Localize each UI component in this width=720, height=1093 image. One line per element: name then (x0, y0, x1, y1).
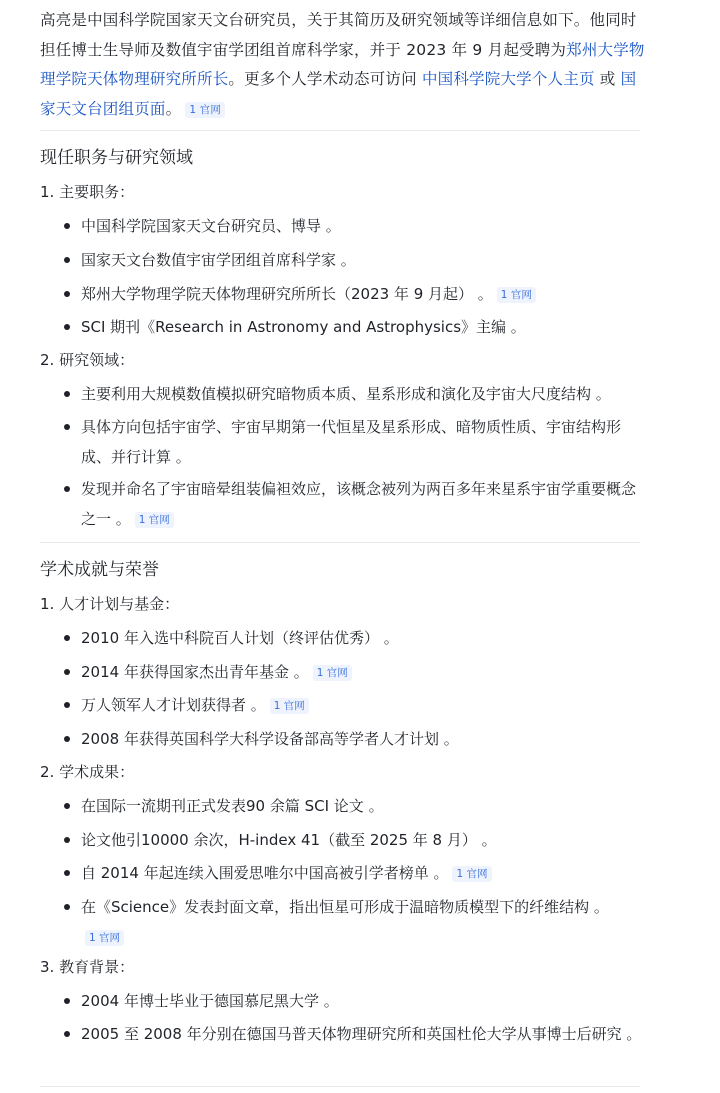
citation-badge[interactable]: 1 官网 (497, 287, 536, 303)
bullet-icon (64, 998, 70, 1004)
group-label: 1. 人才计划与基金： (40, 595, 180, 613)
bullet-icon (64, 391, 70, 397)
bullet-icon (64, 837, 70, 843)
list-item: SCI 期刊《Research in Astronomy and Astrophysics》主编 。 (62, 312, 647, 342)
divider (40, 130, 640, 131)
bullet-icon (64, 702, 70, 708)
list-item: 万人领军人才计划获得者 。 1 官网 (62, 690, 647, 720)
bullet-icon (64, 736, 70, 742)
list-item: 国家天文台数值宇宙学团组首席科学家 。 (62, 245, 647, 275)
ucas-homepage-link[interactable]: 中国科学院大学个人主页 (421, 70, 595, 88)
intro-text-1: 高亮是中国科学院国家天文台研究员，关于其简历及研究领域等详细信息如下。他同时担任博士生导师及数值宇宙学团组首席科学家，并于 2023 年 9 月起受聘为 (40, 11, 637, 59)
citation-badge[interactable]: 1 官网 (452, 866, 491, 882)
bullet-icon (64, 803, 70, 809)
group-label: 1. 主要职务： (40, 183, 135, 201)
list-item: 中国科学院国家天文台研究员、博导 。 (62, 211, 647, 241)
citation-badge[interactable]: 1 官网 (185, 102, 225, 118)
list-item: 2014 年获得国家杰出青年基金 。 1 官网 (62, 657, 647, 687)
bullet-icon (64, 324, 70, 330)
list-item: 2010 年入选中科院百人计划（终评估优秀） 。 (62, 623, 647, 653)
list-item: 论文他引10000 余次，H-index 41（截至 2025 年 8 月） 。 (62, 825, 647, 855)
bullet-icon (64, 424, 70, 430)
section-heading: 现任职务与研究领域 (40, 148, 193, 168)
bullet-icon (64, 223, 70, 229)
group-label: 2. 研究领域： (40, 351, 135, 369)
citation-badge[interactable]: 1 官网 (135, 512, 174, 528)
bullet-icon (64, 291, 70, 297)
list-item: 主要利用大规模数值模拟研究暗物质本质、星系形成和演化及宇宙大尺度结构 。 (62, 379, 647, 409)
zzu-institute-link[interactable]: 郑州大学物理学院天体物理研究所所长 (40, 40, 645, 88)
bullet-icon (64, 1031, 70, 1037)
intro-text-2: 。更多个人学术动态可访问 (228, 70, 422, 88)
group-label: 2. 学术成果： (40, 763, 135, 781)
group-label: 3. 教育背景： (40, 958, 135, 976)
bullet-icon (64, 669, 70, 675)
list-item: 在国际一流期刊正式发表90 余篇 SCI 论文 。 (62, 791, 647, 821)
list-item: 2005 至 2008 年分别在德国马普天体物理研究所和英国杜伦大学从事博士后研究 。 (62, 1019, 647, 1049)
divider (40, 542, 640, 543)
list-item: 具体方向包括宇宙学、宇宙早期第一代恒星及星系形成、暗物质性质、宇宙结构形成、并行计算 。 (62, 412, 647, 472)
citation-badge[interactable]: 1 官网 (313, 665, 352, 681)
list-item: 2004 年博士毕业于德国慕尼黑大学 。 (62, 986, 647, 1016)
naoc-group-link[interactable]: 国家天文台团组页面 (40, 70, 637, 118)
list-item: 2008 年获得英国科学大科学设备部高等学者人才计划 。 (62, 724, 647, 754)
list-item: 自 2014 年起连续入围爱思唯尔中国高被引学者榜单 。 1 官网 (62, 858, 647, 888)
section-heading: 学术成就与荣誉 (40, 560, 159, 580)
list-item: 发现并命名了宇宙暗晕组装偏袒效应，该概念被列为两百多年来星系宇宙学重要概念之一 。 1 官网 (62, 474, 647, 534)
bullet-icon (64, 635, 70, 641)
list-item: 在《Science》发表封面文章，指出恒星可形成于温暗物质模型下的纤维结构 。1 官网 (62, 892, 647, 952)
bullet-icon (64, 870, 70, 876)
citation-badge[interactable]: 1 官网 (85, 930, 124, 946)
intro-paragraph (40, 6, 650, 124)
list-item: 郑州大学物理学院天体物理研究所所长（2023 年 9 月起） 。 1 官网 (62, 279, 647, 309)
citation-badge[interactable]: 1 官网 (270, 698, 309, 714)
bullet-icon (64, 486, 70, 492)
bullet-icon (64, 904, 70, 910)
intro-text-4: 。 (165, 99, 182, 118)
bullet-icon (64, 257, 70, 263)
divider (40, 1086, 640, 1087)
intro-text-3: 或 (594, 70, 621, 88)
